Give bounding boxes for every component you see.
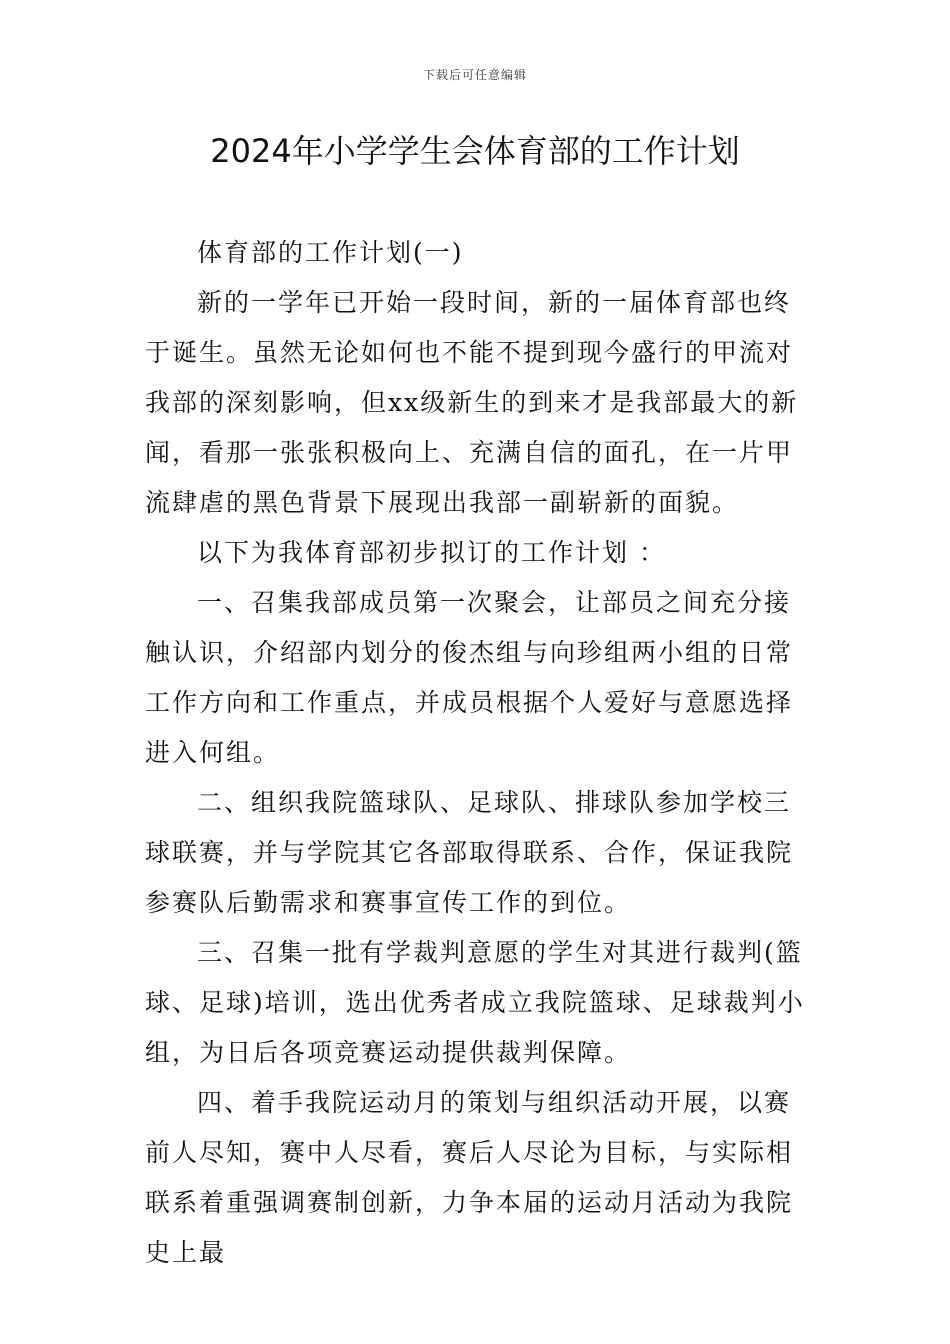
- document-title: 2024年小学学生会体育部的工作计划: [210, 132, 740, 170]
- document-body: [145, 228, 813, 1278]
- paragraph-item-2: 二、组织我院篮球队、足球队、排球队参加学校三球联赛，并与学院其它各部取得联系、合作，保证我院参赛队后勤需求和赛事宣传工作的到位。: [145, 788, 794, 917]
- paragraph-item-3: 三、召集一批有学裁判意愿的学生对其进行裁判(篮球、足球)培训，选出优秀者成立我院篮球、足球裁判小组，为日后各项竞赛运动提供裁判保障。: [145, 938, 805, 1067]
- header-note: 下载后可任意编辑: [422, 68, 527, 82]
- section-heading: 体育部的工作计划(一): [197, 238, 464, 267]
- paragraph-plan-lead: 以下为我体育部初步拟订的工作计划 ：: [197, 538, 666, 567]
- paragraph-item-4: 四、着手我院运动月的策划与组织活动开展，以赛前人尽知，赛中人尽看，赛后人尽论为目标，与实际相联系着重强调赛制创新，力争本届的运动月活动为我院史上最: [145, 1088, 794, 1267]
- paragraph-intro: 新的一学年已开始一段时间，新的一届体育部也终于诞生。虽然无论如何也不能不提到现今盛行的甲流对我部的深刻影响，但xx级新生的到来才是我部最大的新闻，看那一张张积极向上、充满自信的面孔，在一片甲流肆虐的黑色背景下展现出我部一副崭新的面貌。: [145, 288, 799, 517]
- paragraph-item-1: 一、召集我部成员第一次聚会，让部员之间充分接触认识，介绍部内划分的俊杰组与向珍组两小组的日常工作方向和工作重点，并成员根据个人爱好与意愿选择进入何组。: [145, 588, 794, 767]
